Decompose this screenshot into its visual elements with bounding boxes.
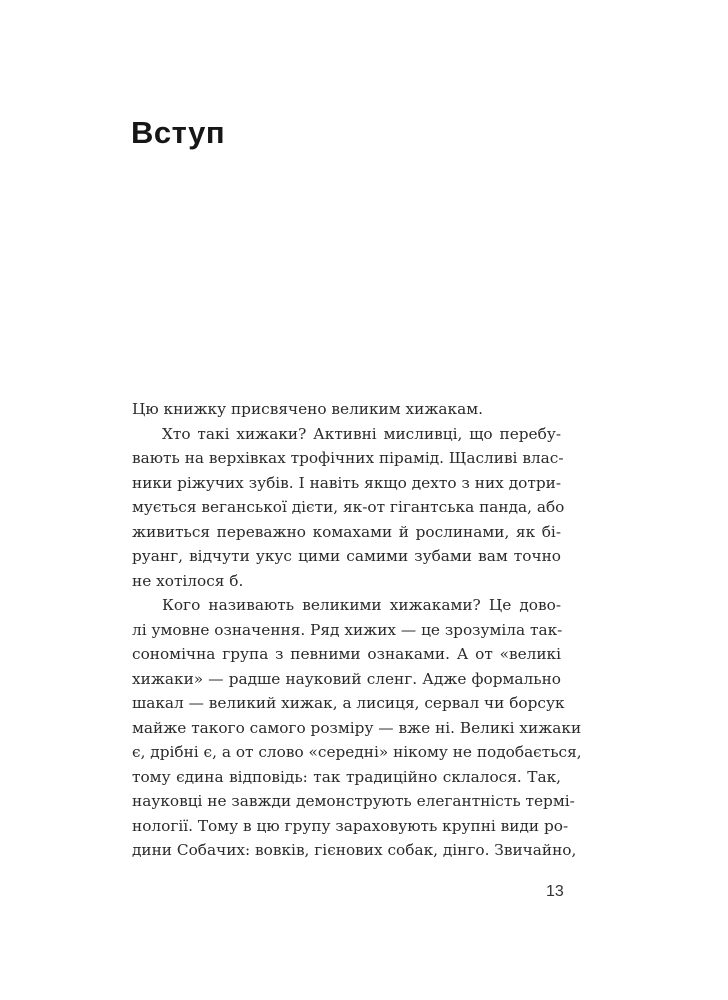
text-line: руанг, відчути укус цими самими зубами вам точно (132, 547, 561, 565)
text-line: ники ріжучих зубів. І навіть якщо дехто з них дотри- (132, 473, 561, 492)
text-line: сономічна група з певними ознаками. А от «великі (132, 645, 561, 663)
text-line: Цю книжку присвячено великим хижакам. (132, 400, 483, 418)
text-line: вають на верхівках трофічних пірамід. Щасливі влас- (132, 449, 564, 467)
text-line: Хто такі хижаки? Активні мисливці, що перебу- (162, 424, 561, 443)
text-line: не хотілося б. (132, 571, 244, 590)
text-line: майже такого самого розміру — вже ні. Великі хижаки (132, 718, 582, 737)
paragraph-1 (132, 397, 561, 422)
paragraph-2 (132, 422, 565, 594)
text-line: мується веганської дієти, як-от гігантська панда, або (132, 498, 565, 516)
text-line: дини Собачих: вовків, гієнових собак, дінго. Звичайно, (132, 841, 577, 859)
text-line: живиться переважно комахами й рослинами, як бі- (132, 522, 561, 541)
paragraph-3 (132, 593, 582, 863)
page-number: 13 (546, 883, 564, 900)
chapter-title: Вступ (131, 115, 226, 150)
text-line: є, дрібні є, а от слово «середні» нікому не подобається, (132, 743, 582, 761)
text-line: хижаки» — радше науковий сленг. Адже формально (132, 669, 561, 688)
chapter-body (132, 397, 582, 863)
text-line: нології. Тому в цю групу зараховують крупні види ро- (132, 816, 569, 835)
text-line: тому єдина відповідь: так традиційно склалося. Так, (132, 767, 561, 786)
text-line: шакал — великий хижак, а лисиця, сервал чи борсук (132, 694, 565, 712)
text-line: лі умовне означення. Ряд хижих — це зрозуміла так- (132, 620, 563, 639)
text-line: Кого називають великими хижаками? Це дово- (162, 596, 561, 614)
text-line: науковці не завжди демонструють елегантність термі- (132, 792, 575, 810)
